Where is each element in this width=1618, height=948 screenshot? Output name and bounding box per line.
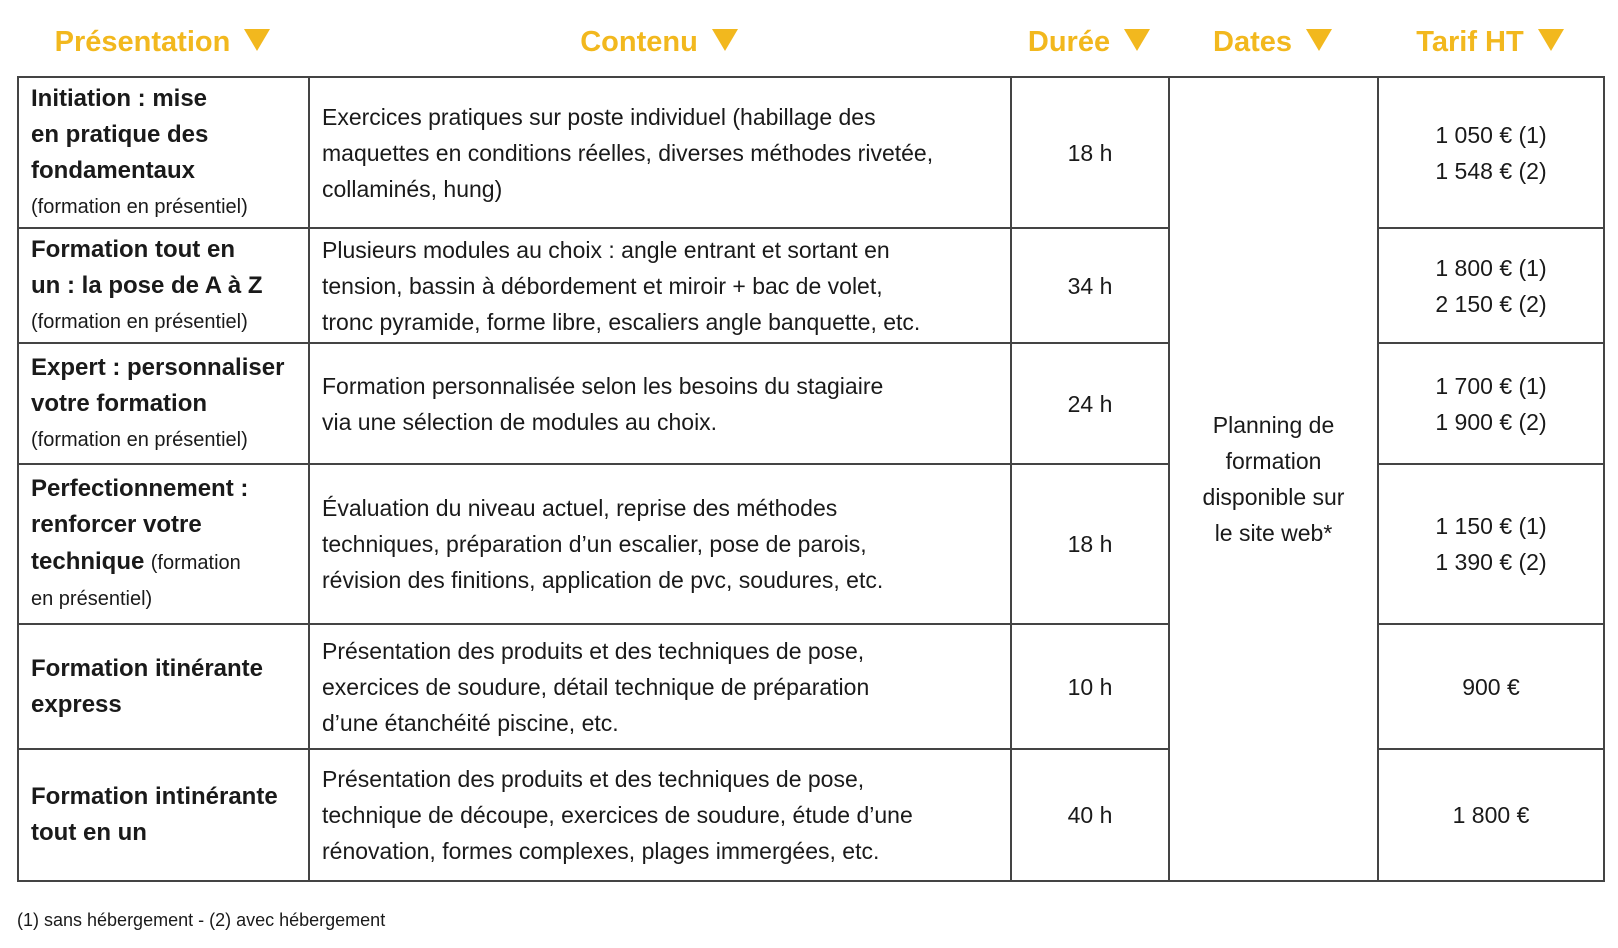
header-duree[interactable] <box>1010 18 1168 66</box>
header-label: Contenu <box>580 25 698 58</box>
content-line: Plusieurs modules au choix : angle entrant et sortant en <box>322 236 890 263</box>
dates-note-line: disponible sur <box>1202 484 1345 510</box>
dates-note-line: le site web* <box>1214 520 1333 546</box>
duration-cell: 18 h <box>1011 77 1169 228</box>
price-line: 1 390 € (2) <box>1435 549 1547 575</box>
training-title: fondamentaux <box>31 156 196 184</box>
price-cell <box>1378 343 1604 464</box>
dropdown-arrow-icon <box>1538 29 1564 51</box>
price-line: 1 800 € <box>1452 802 1530 828</box>
training-mode: (formation <box>150 552 241 574</box>
presentation-cell <box>18 77 309 228</box>
price-cell <box>1378 749 1604 881</box>
content-cell <box>309 228 1011 343</box>
training-title: en pratique des <box>31 120 209 148</box>
content-cell <box>309 464 1011 624</box>
training-mode: (formation en présentiel) <box>31 310 248 333</box>
training-title: Initiation : mise <box>31 84 208 112</box>
content-line: d’une étanchéité piscine, etc. <box>322 709 619 736</box>
content-line: Présentation des produits et des techniques de pose, <box>322 637 865 664</box>
presentation-cell <box>18 624 309 749</box>
duration-cell: 18 h <box>1011 464 1169 624</box>
presentation-cell <box>18 228 309 343</box>
header-tarif[interactable] <box>1377 18 1603 66</box>
header-contenu[interactable] <box>308 18 1010 66</box>
training-title: Formation intinérante <box>31 783 278 810</box>
training-title: renforcer votre <box>31 511 202 538</box>
price-line: 1 800 € (1) <box>1435 254 1547 281</box>
training-title: un : la pose de A à Z <box>31 271 263 299</box>
training-title: Formation itinérante <box>31 654 264 682</box>
presentation-cell <box>18 464 309 624</box>
dates-cell <box>1169 77 1378 881</box>
dropdown-arrow-icon <box>712 29 738 51</box>
training-mode: (formation en présentiel) <box>31 428 248 451</box>
content-line: exercices de soudure, détail technique de préparation <box>322 673 870 700</box>
price-line: 1 548 € (2) <box>1435 157 1547 184</box>
content-line: rénovation, formes complexes, plages immergées, etc. <box>322 838 880 864</box>
content-cell <box>309 77 1011 228</box>
training-title: Formation tout en <box>31 235 235 263</box>
content-line: collaminés, hung) <box>322 175 503 202</box>
duration-cell: 34 h <box>1011 228 1169 343</box>
training-title: Expert : personnaliser <box>31 353 285 381</box>
header-presentation[interactable] <box>17 18 308 66</box>
training-title: Perfectionnement : <box>31 475 249 502</box>
content-line: technique de découpe, exercices de soudure, étude d’une <box>322 802 913 828</box>
price-line: 1 050 € (1) <box>1435 121 1547 148</box>
price-cell <box>1378 464 1604 624</box>
price-cell <box>1378 624 1604 749</box>
dropdown-arrow-icon <box>1306 29 1332 51</box>
content-line: Évaluation du niveau actuel, reprise des méthodes <box>322 495 838 521</box>
price-line: 1 150 € (1) <box>1435 513 1547 539</box>
content-line: tronc pyramide, forme libre, escaliers angle banquette, etc. <box>322 308 921 335</box>
price-line: 1 900 € (2) <box>1435 408 1547 435</box>
training-title: technique <box>31 548 145 575</box>
content-line: techniques, préparation d’un escalier, pose de parois, <box>322 531 867 557</box>
table-row <box>18 77 1604 228</box>
header-label: Présentation <box>54 25 231 58</box>
price-line: 1 700 € (1) <box>1435 372 1547 399</box>
dates-note-line: formation <box>1225 448 1322 474</box>
content-cell <box>309 343 1011 464</box>
dates-note-line: Planning de <box>1212 412 1335 438</box>
training-title: express <box>31 690 122 718</box>
training-mode: en présentiel) <box>31 588 153 610</box>
duration-cell: 10 h <box>1011 624 1169 749</box>
header-label: Dates <box>1213 25 1292 58</box>
presentation-cell <box>18 749 309 881</box>
training-title: votre formation <box>31 389 208 417</box>
content-line: tension, bassin à débordement et miroir + bac de volet, <box>322 272 883 299</box>
duration-cell: 24 h <box>1011 343 1169 464</box>
content-line: Présentation des produits et des techniques de pose, <box>322 766 865 792</box>
content-line: Formation personnalisée selon les besoins du stagiaire <box>322 372 884 399</box>
dropdown-arrow-icon <box>244 29 270 51</box>
column-headers <box>17 18 1603 66</box>
dropdown-arrow-icon <box>1124 29 1150 51</box>
footnote: (1) sans hébergement - (2) avec hébergement <box>17 910 386 930</box>
content-line: révision des finitions, application de pvc, soudures, etc. <box>322 567 884 593</box>
content-line: via une sélection de modules au choix. <box>322 408 718 435</box>
content-cell <box>309 749 1011 881</box>
content-line: maquettes en conditions réelles, diverses méthodes rivetée, <box>322 139 934 166</box>
price-cell <box>1378 228 1604 343</box>
duration-cell: 40 h <box>1011 749 1169 881</box>
training-table <box>17 76 1605 882</box>
price-line: 2 150 € (2) <box>1435 290 1547 317</box>
price-line: 900 € <box>1462 673 1520 700</box>
price-cell <box>1378 77 1604 228</box>
training-title: tout en un <box>31 819 147 846</box>
training-mode: (formation en présentiel) <box>31 195 248 218</box>
presentation-cell <box>18 343 309 464</box>
content-line: Exercices pratiques sur poste individuel (habillage des <box>322 103 876 130</box>
header-label: Durée <box>1027 25 1111 58</box>
content-cell <box>309 624 1011 749</box>
header-dates[interactable] <box>1168 18 1377 66</box>
header-label: Tarif HT <box>1416 25 1524 58</box>
